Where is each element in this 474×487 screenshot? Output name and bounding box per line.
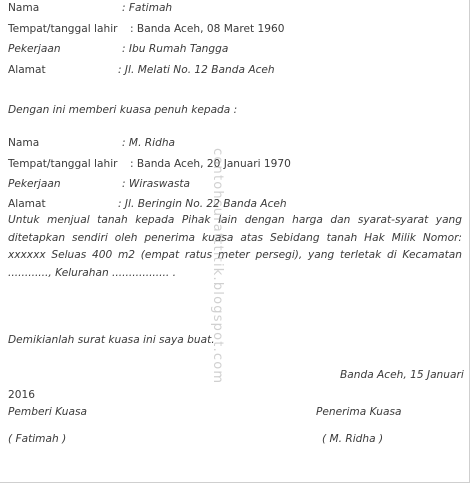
grantee-address-value: : Jl. Beringin No. 22 Banda Aceh	[118, 198, 287, 210]
grantor-address-label: Alamat	[8, 64, 46, 76]
grantee-address-label: Alamat	[8, 198, 46, 210]
place-date: Banda Aceh, 15 Januari	[340, 369, 464, 381]
grantor-birth-value: : Banda Aceh, 08 Maret 1960	[130, 23, 285, 35]
purpose-paragraph: Untuk menjual tanah kepada Pihak lain dengan harga dan syarat-syarat yang ditetapkan sendiri oleh penerima kuasa atas Sebidang tanah Hak Milik Nomor: xxxxxx Seluas 400 m2 (empat ratus meter persegi), yang terletak di Kecamatan ............, Kelurahan ................. .	[8, 214, 462, 279]
grantee-birth-label: Tempat/tanggal lahir	[8, 158, 118, 170]
giver-title: Pemberi Kuasa	[8, 406, 88, 418]
receiver-title: Penerima Kuasa	[316, 406, 402, 418]
grantee-job-label: Pekerjaan	[8, 178, 61, 190]
intro-line: Dengan ini memberi kuasa penuh kepada :	[8, 104, 238, 116]
grantee-birth-value: : Banda Aceh, 20 Januari 1970	[130, 158, 291, 170]
grantor-name-label: Nama	[8, 2, 40, 14]
year: 2016	[8, 389, 35, 401]
grantee-name-value: : M. Ridha	[122, 137, 176, 149]
grantor-job-label: Pekerjaan	[8, 43, 61, 55]
grantor-job-value: : Ibu Rumah Tangga	[122, 43, 229, 55]
grantee-name-label: Nama	[8, 137, 40, 149]
watermark: contohsuratttitik.blogspot.com	[210, 148, 225, 385]
grantee-job-value: : Wiraswasta	[122, 178, 191, 190]
receiver-name: ( M. Ridha )	[322, 433, 384, 445]
grantor-name-value: : Fatimah	[122, 2, 173, 14]
closing-line: Demikianlah surat kuasa ini saya buat.	[8, 334, 215, 346]
giver-name: ( Fatimah )	[8, 433, 67, 445]
grantor-address-value: : Jl. Melati No. 12 Banda Aceh	[118, 64, 275, 76]
grantor-birth-label: Tempat/tanggal lahir	[8, 23, 118, 35]
